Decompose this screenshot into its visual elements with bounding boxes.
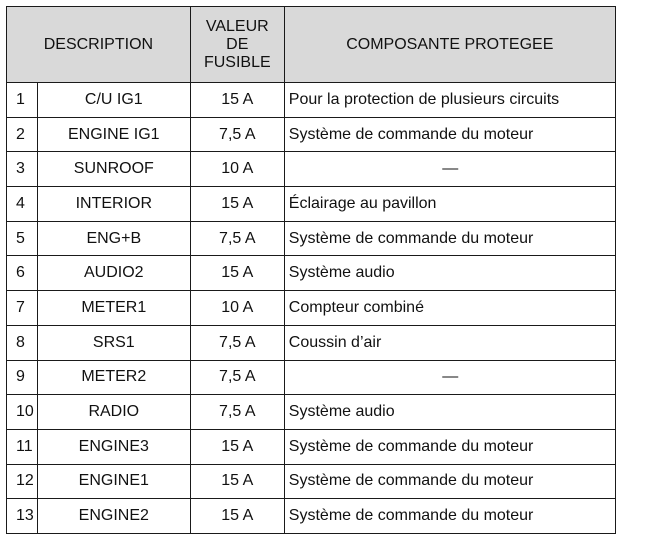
- header-description: DESCRIPTION: [7, 7, 191, 83]
- table-row: [7, 117, 616, 152]
- table-row: [7, 360, 616, 395]
- protected-component-cell: Système de commande du moteur: [284, 429, 615, 464]
- fuse-number-cell: 7: [7, 291, 38, 326]
- protected-component-cell: Système de commande du moteur: [284, 117, 615, 152]
- fuse-value-cell: 10 A: [190, 152, 284, 187]
- protected-component-cell: —: [284, 152, 615, 187]
- protected-component-cell: Éclairage au pavillon: [284, 187, 615, 222]
- fuse-value-cell: 7,5 A: [190, 221, 284, 256]
- fuse-number-cell: 9: [7, 360, 38, 395]
- table-row: [7, 83, 616, 118]
- fuse-value-cell: 15 A: [190, 83, 284, 118]
- table-header: [7, 7, 616, 83]
- fuse-value-cell: 7,5 A: [190, 395, 284, 430]
- header-fuse-value-line3: FUSIBLE: [203, 53, 271, 71]
- header-fuse-value: [190, 7, 284, 83]
- fuse-number-cell: 2: [7, 117, 38, 152]
- protected-component-cell: Coussin d’air: [284, 325, 615, 360]
- fuse-number-cell: 12: [7, 464, 38, 499]
- fuse-name-cell: METER2: [37, 360, 190, 395]
- protected-component-cell: Pour la protection de plusieurs circuits: [284, 83, 615, 118]
- fuse-name-cell: ENG+B: [37, 221, 190, 256]
- fuse-number-cell: 8: [7, 325, 38, 360]
- fuse-name-cell: AUDIO2: [37, 256, 190, 291]
- table-row: [7, 291, 616, 326]
- header-fuse-value-line2: DE: [226, 35, 249, 53]
- table-row: [7, 325, 616, 360]
- table-row: [7, 256, 616, 291]
- fuse-value-cell: 7,5 A: [190, 360, 284, 395]
- table-row: [7, 429, 616, 464]
- protected-component-cell: Système audio: [284, 256, 615, 291]
- table-row: [7, 152, 616, 187]
- fuse-name-cell: SUNROOF: [37, 152, 190, 187]
- fuse-value-cell: 15 A: [190, 187, 284, 222]
- fuse-number-cell: 3: [7, 152, 38, 187]
- header-protected-component: COMPOSANTE PROTEGEE: [284, 7, 615, 83]
- fuse-name-cell: ENGINE1: [37, 464, 190, 499]
- fuse-name-cell: ENGINE IG1: [37, 117, 190, 152]
- table-row: [7, 464, 616, 499]
- fuse-number-cell: 5: [7, 221, 38, 256]
- fuse-value-cell: 15 A: [190, 499, 284, 534]
- table-row: [7, 499, 616, 534]
- protected-component-cell: Système audio: [284, 395, 615, 430]
- fuse-number-cell: 10: [7, 395, 38, 430]
- fuse-value-cell: 15 A: [190, 256, 284, 291]
- fuse-table: [6, 6, 616, 534]
- fuse-value-cell: 15 A: [190, 429, 284, 464]
- fuse-name-cell: C/U IG1: [37, 83, 190, 118]
- table-row: [7, 221, 616, 256]
- fuse-name-cell: METER1: [37, 291, 190, 326]
- fuse-value-cell: 10 A: [190, 291, 284, 326]
- header-fuse-value-line1: VALEUR: [205, 17, 269, 35]
- fuse-name-cell: RADIO: [37, 395, 190, 430]
- table-row: [7, 395, 616, 430]
- table-body: [7, 83, 616, 534]
- fuse-name-cell: INTERIOR: [37, 187, 190, 222]
- protected-component-cell: Compteur combiné: [284, 291, 615, 326]
- fuse-number-cell: 13: [7, 499, 38, 534]
- protected-component-cell: Système de commande du moteur: [284, 464, 615, 499]
- fuse-name-cell: ENGINE3: [37, 429, 190, 464]
- fuse-value-cell: 15 A: [190, 464, 284, 499]
- fuse-number-cell: 1: [7, 83, 38, 118]
- fuse-number-cell: 6: [7, 256, 38, 291]
- fuse-name-cell: ENGINE2: [37, 499, 190, 534]
- fuse-number-cell: 4: [7, 187, 38, 222]
- protected-component-cell: Système de commande du moteur: [284, 499, 615, 534]
- protected-component-cell: —: [284, 360, 615, 395]
- fuse-value-cell: 7,5 A: [190, 117, 284, 152]
- table-row: [7, 187, 616, 222]
- fuse-name-cell: SRS1: [37, 325, 190, 360]
- protected-component-cell: Système de commande du moteur: [284, 221, 615, 256]
- fuse-value-cell: 7,5 A: [190, 325, 284, 360]
- header-row: [7, 7, 616, 83]
- fuse-number-cell: 11: [7, 429, 38, 464]
